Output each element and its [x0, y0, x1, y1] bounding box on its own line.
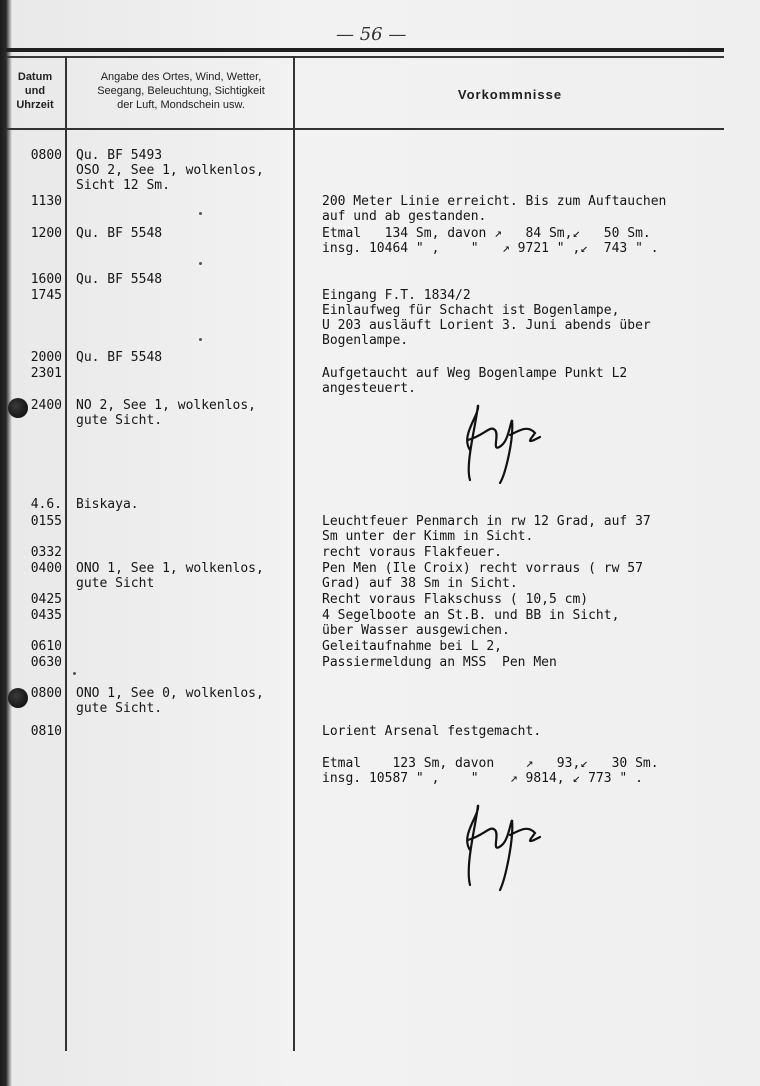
- column-divider-1: [65, 56, 67, 1051]
- log-event: Sm unter der Kimm in Sicht.: [322, 529, 534, 544]
- column-divider-2: [293, 56, 295, 1051]
- log-time: 1745: [30, 288, 62, 303]
- log-place: ONO 1, See 0, wolkenlos,: [76, 686, 264, 701]
- log-time: 0332: [30, 545, 62, 560]
- header-angabe-line: Seegang, Beleuchtung, Sichtigkeit: [97, 85, 265, 97]
- punch-hole: [8, 398, 28, 418]
- log-event: Recht voraus Flakschuss ( 10,5 cm): [322, 592, 589, 607]
- log-event: Einlaufweg für Schacht ist Bogenlampe,: [322, 303, 620, 318]
- log-event: insg. 10464 " , " ↗ 9721 " ,↙ 743 " .: [322, 241, 659, 256]
- log-time: 4.6.: [30, 497, 62, 512]
- log-time: 0425: [30, 592, 62, 607]
- log-event: über Wasser ausgewichen.: [322, 623, 510, 638]
- page-number: — 56 —: [336, 24, 407, 45]
- log-event: 4 Segelboote an St.B. und BB in Sicht,: [322, 608, 620, 623]
- header-datum-line: und: [24, 85, 46, 97]
- header-datum: [6, 70, 64, 112]
- top-rule-secondary: [6, 56, 724, 58]
- header-rule: [6, 128, 724, 130]
- log-event: Leuchtfeuer Penmarch in rw 12 Grad, auf 37: [322, 514, 651, 529]
- log-place: Qu. BF 5493: [76, 148, 163, 163]
- log-event: Pen Men (Ile Croix) recht vorraus ( rw 57: [322, 561, 643, 576]
- log-time: 0155: [30, 514, 62, 529]
- log-place: gute Sicht.: [76, 701, 163, 716]
- log-event: Grad) auf 38 Sm in Sicht.: [322, 576, 518, 591]
- log-place: ONO 1, See 1, wolkenlos,: [76, 561, 264, 576]
- log-event: Eingang F.T. 1834/2: [322, 288, 471, 303]
- header-angabe: [70, 70, 292, 112]
- dot-mark: [73, 672, 76, 675]
- header-datum-line: Datum: [17, 71, 53, 83]
- top-rule: [6, 48, 724, 52]
- log-event: Etmal 134 Sm, davon ↗ 84 Sm,↙ 50 Sm.: [322, 226, 651, 241]
- log-event: auf und ab gestanden.: [322, 209, 487, 224]
- dot-mark: [199, 262, 202, 265]
- log-event: Aufgetaucht auf Weg Bogenlampe Punkt L2: [322, 366, 628, 381]
- log-time: 0800: [30, 686, 62, 701]
- log-place: Qu. BF 5548: [76, 226, 163, 241]
- header-datum-line: Uhrzeit: [16, 99, 54, 111]
- log-event: recht voraus Flakfeuer.: [322, 545, 503, 560]
- log-time: 0400: [30, 561, 62, 576]
- log-time: 1200: [30, 226, 62, 241]
- log-place: Biskaya.: [76, 497, 139, 512]
- log-place: NO 2, See 1, wolkenlos,: [76, 398, 257, 413]
- log-time: 1130: [30, 194, 62, 209]
- log-place: Qu. BF 5548: [76, 350, 163, 365]
- log-time: 2000: [30, 350, 62, 365]
- log-place: Qu. BF 5548: [76, 272, 163, 287]
- signature-mark: [450, 395, 550, 485]
- header-vorkommnisse: Vorkommnisse: [457, 87, 563, 102]
- log-event: U 203 ausläuft Lorient 3. Juni abends über: [322, 318, 651, 333]
- log-event: angesteuert.: [322, 381, 416, 396]
- log-time: 0610: [30, 639, 62, 654]
- log-event: Geleitaufnahme bei L 2,: [322, 639, 503, 654]
- dot-mark: [199, 338, 202, 341]
- log-time: 0630: [30, 655, 62, 670]
- log-time: 0435: [30, 608, 62, 623]
- log-place: Sicht 12 Sm.: [76, 178, 170, 193]
- log-time: 1600: [30, 272, 62, 287]
- log-place: OSO 2, See 1, wolkenlos,: [76, 163, 264, 178]
- log-place: gute Sicht.: [76, 413, 163, 428]
- log-time: 0800: [30, 148, 62, 163]
- signature-mark: [450, 795, 550, 895]
- log-event: 200 Meter Linie erreicht. Bis zum Auftauchen: [322, 194, 667, 209]
- log-time: 2301: [30, 366, 62, 381]
- punch-hole: [8, 688, 28, 708]
- log-event: Bogenlampe.: [322, 333, 409, 348]
- header-angabe-line: der Luft, Mondschein usw.: [117, 99, 245, 111]
- log-event: Lorient Arsenal festgemacht.: [322, 724, 542, 739]
- log-event: Passiermeldung an MSS Pen Men: [322, 655, 557, 670]
- header-angabe-line: Angabe des Ortes, Wind, Wetter,: [100, 71, 262, 83]
- dot-mark: [199, 212, 202, 215]
- log-event: Etmal 123 Sm, davon ↗ 93,↙ 30 Sm.: [322, 756, 659, 771]
- log-time: 0810: [30, 724, 62, 739]
- log-time: 2400: [30, 398, 62, 413]
- log-event: insg. 10587 " , " ↗ 9814, ↙ 773 " .: [322, 771, 643, 786]
- log-place: gute Sicht: [76, 576, 155, 591]
